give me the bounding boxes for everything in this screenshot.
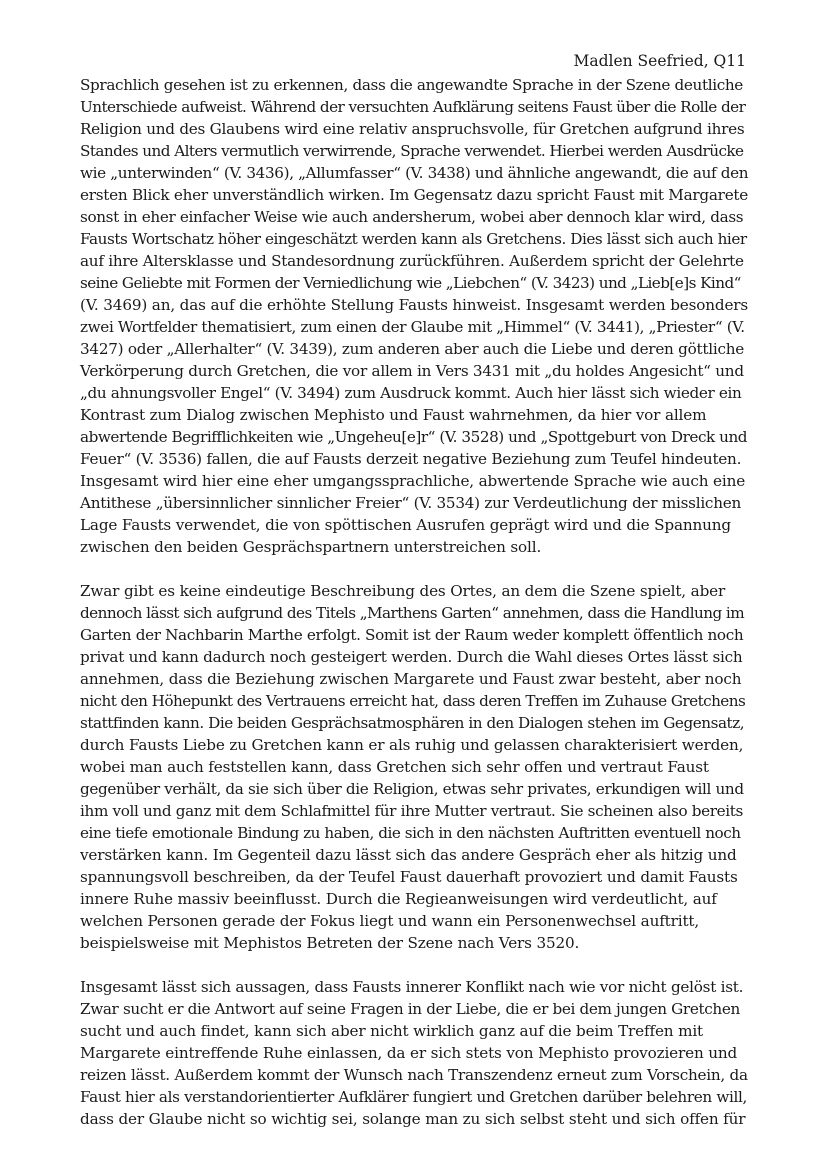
text-line: stattfinden kann. Die beiden Gesprächsatmosphären in den Dialogen stehen im Gegensatz, [80,714,745,732]
text-line: annehmen, dass die Beziehung zwischen Margarete und Faust zwar besteht, aber noch [80,670,742,688]
text-line: Fausts Wortschatz höher eingeschätzt werden kann als Gretchens. Dies lässt sich auch hier [80,230,747,248]
text-line: 3427) oder „Allerhalter“ (V. 3439), zum anderen aber auch die Liebe und deren göttliche [80,340,744,358]
paragraph-setting-analysis [80,580,748,954]
text-line: Unterschiede aufweist. Während der versuchten Aufklärung seitens Faust über die Rolle der [80,98,746,116]
text-line: seine Geliebte mit Formen der Verniedlichung wie „Liebchen“ (V. 3423) und „Lieb[e]s Kind“ [80,274,741,292]
text-line: ersten Blick eher unverständlich wirken. Im Gegensatz dazu spricht Faust mit Margarete [80,186,749,204]
text-line: ihm voll und ganz mit dem Schlafmittel für ihre Mutter vertraut. Sie scheinen also bereits [80,802,744,820]
text-line: eine tiefe emotionale Bindung zu haben, die sich in den nächsten Auftritten eventuell noch [80,824,741,842]
text-line: sonst in eher einfacher Weise wie auch andersherum, wobei aber dennoch klar wird, dass [80,208,744,226]
text-line: (V. 3469) an, das auf die erhöhte Stellung Fausts hinweist. Insgesamt werden besonders [80,296,749,314]
text-line: Lage Fausts verwendet, die von spöttischen Ausrufen geprägt wird und die Spannung [80,516,731,534]
text-line: Religion und des Glaubens wird eine relativ anspruchsvolle, für Gretchen aufgrund ihres [80,120,745,138]
text-line: Standes und Alters vermutlich verwirrende, Sprache verwendet. Hierbei werden Ausdrücke [80,142,744,160]
text-line: wobei man auch feststellen kann, dass Gretchen sich sehr offen und vertraut Faust [80,758,709,776]
text-line: welchen Personen gerade der Fokus liegt und wann ein Personenwechsel auftritt, [80,912,700,930]
text-line: privat und kann dadurch noch gesteigert werden. Durch die Wahl dieses Ortes lässt sich [80,648,743,666]
text-line: dennoch lässt sich aufgrund des Titels „Marthens Garten“ annehmen, dass die Handlung im [80,604,745,622]
paragraph-language-analysis [80,74,748,558]
text-line: abwertende Begrifflichkeiten wie „Ungeheu[e]r“ (V. 3528) und „Spottgeburt von Dreck und [80,428,748,446]
text-line: Sprachlich gesehen ist zu erkennen, dass die angewandte Sprache in der Szene deutliche [80,76,743,94]
text-line: beispielsweise mit Mephistos Betreten der Szene nach Vers 3520. [80,934,580,952]
text-line: Kontrast zum Dialog zwischen Mephisto und Faust wahrnehmen, da hier vor allem [80,406,707,424]
text-line: sucht und auch findet, kann sich aber nicht wirklich ganz auf die beim Treffen mit [80,1022,704,1040]
text-line: dass der Glaube nicht so wichtig sei, solange man zu sich selbst steht und sich offen für [80,1110,746,1128]
author-header: Madlen Seefried, Q11 [573,52,746,70]
text-line: „du ahnungsvoller Engel“ (V. 3494) zum Ausdruck kommt. Auch hier lässt sich wieder ein [80,384,742,402]
text-line: Faust hier als verstandorientierter Aufklärer fungiert und Gretchen darüber belehren will, [80,1088,747,1106]
text-line: Insgesamt wird hier eine eher umgangssprachliche, abwertende Sprache wie auch eine [80,472,746,490]
text-line: durch Fausts Liebe zu Gretchen kann er als ruhig und gelassen charakterisiert werden, [80,736,744,754]
text-line: Garten der Nachbarin Marthe erfolgt. Somit ist der Raum weder komplett öffentlich noch [80,626,744,644]
text-line: reizen lässt. Außerdem kommt der Wunsch nach Transzendenz erneut zum Vorschein, da [80,1066,748,1084]
text-line: Verkörperung durch Gretchen, die vor allem in Vers 3431 mit „du holdes Angesicht“ und [80,362,744,380]
text-line: Margarete eintreffende Ruhe einlassen, da er sich stets von Mephisto provozieren und [80,1044,738,1062]
text-line: nicht den Höhepunkt des Vertrauens erreicht hat, dass deren Treffen im Zuhause Gretchens [80,692,746,710]
text-line: zwischen den beiden Gesprächspartnern unterstreichen soll. [80,538,542,556]
text-line: gegenüber verhält, da sie sich über die Religion, etwas sehr privates, erkundigen will und [80,780,744,798]
text-line: zwei Wortfelder thematisiert, zum einen der Glaube mit „Himmel“ (V. 3441), „Priester“ (V. [80,318,745,336]
text-line: auf ihre Altersklasse und Standesordnung zurückführen. Außerdem spricht der Gelehrte [80,252,744,270]
text-line: Insgesamt lässt sich aussagen, dass Fausts innerer Konflikt nach wie vor nicht gelöst ist. [80,978,744,996]
text-line: spannungsvoll beschreiben, da der Teufel Faust dauerhaft provoziert und damit Fausts [80,868,738,886]
paragraph-conclusion [80,976,748,1130]
text-line: Antithese „übersinnlicher sinnlicher Freier“ (V. 3534) zur Verdeutlichung der misslichen [80,494,741,512]
text-line: wie „unterwinden“ (V. 3436), „Allumfasser“ (V. 3438) und ähnliche angewandt, die auf den [80,164,749,182]
text-line: verstärken kann. Im Gegenteil dazu lässt sich das andere Gespräch eher als hitzig und [80,846,737,864]
text-line: Zwar gibt es keine eindeutige Beschreibung des Ortes, an dem die Szene spielt, aber [80,582,726,600]
text-line: Zwar sucht er die Antwort auf seine Fragen in der Liebe, die er bei dem jungen Gretchen [80,1000,740,1018]
text-line: Feuer“ (V. 3536) fallen, die auf Fausts derzeit negative Beziehung zum Teufel hindeuten. [80,450,742,468]
text-line: innere Ruhe massiv beeinflusst. Durch die Regieanweisungen wird verdeutlicht, auf [80,890,717,908]
